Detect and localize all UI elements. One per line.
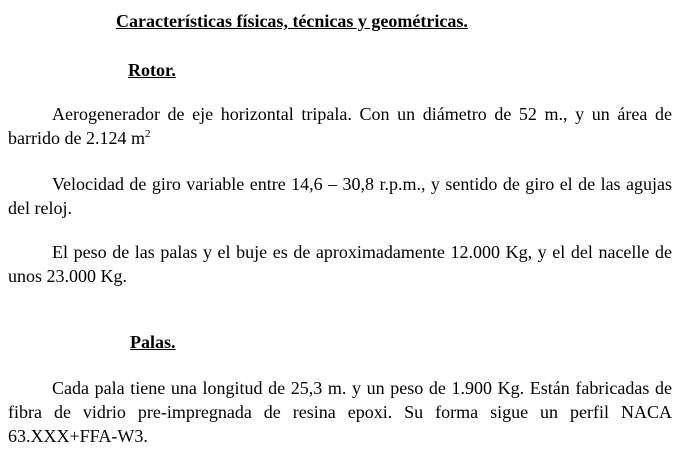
paragraph-rotor-weight: El peso de las palas y el buje es de aproximadamente 12.000 Kg, y el del nacelle de unos 23.000 Kg. [8,242,672,286]
document-title: Características físicas, técnicas y geométricas. [116,11,468,31]
paragraph-rotor-speed: Velocidad de giro variable entre 14,6 – 30,8 r.p.m., y sentido de giro el de las agujas del reloj. [8,174,672,218]
section-heading-rotor: Rotor. [128,60,176,80]
superscript-exponent: 2 [144,128,151,140]
paragraph-rotor-diameter [8,102,672,150]
section-heading-palas: Palas. [130,332,176,352]
paragraph-blades: Cada pala tiene una longitud de 25,3 m. y un peso de 1.900 Kg. Están fabricadas de fibra de vidrio pre-impregnada de resina epoxi. Su forma sigue un perfil NACA 63.XXX+FFA-W3. [8,378,672,446]
paragraph-text: Aerogenerador de eje horizontal tripala. Con un diámetro de 52 m., y un área de barrido de 2.124 m [8,104,672,148]
